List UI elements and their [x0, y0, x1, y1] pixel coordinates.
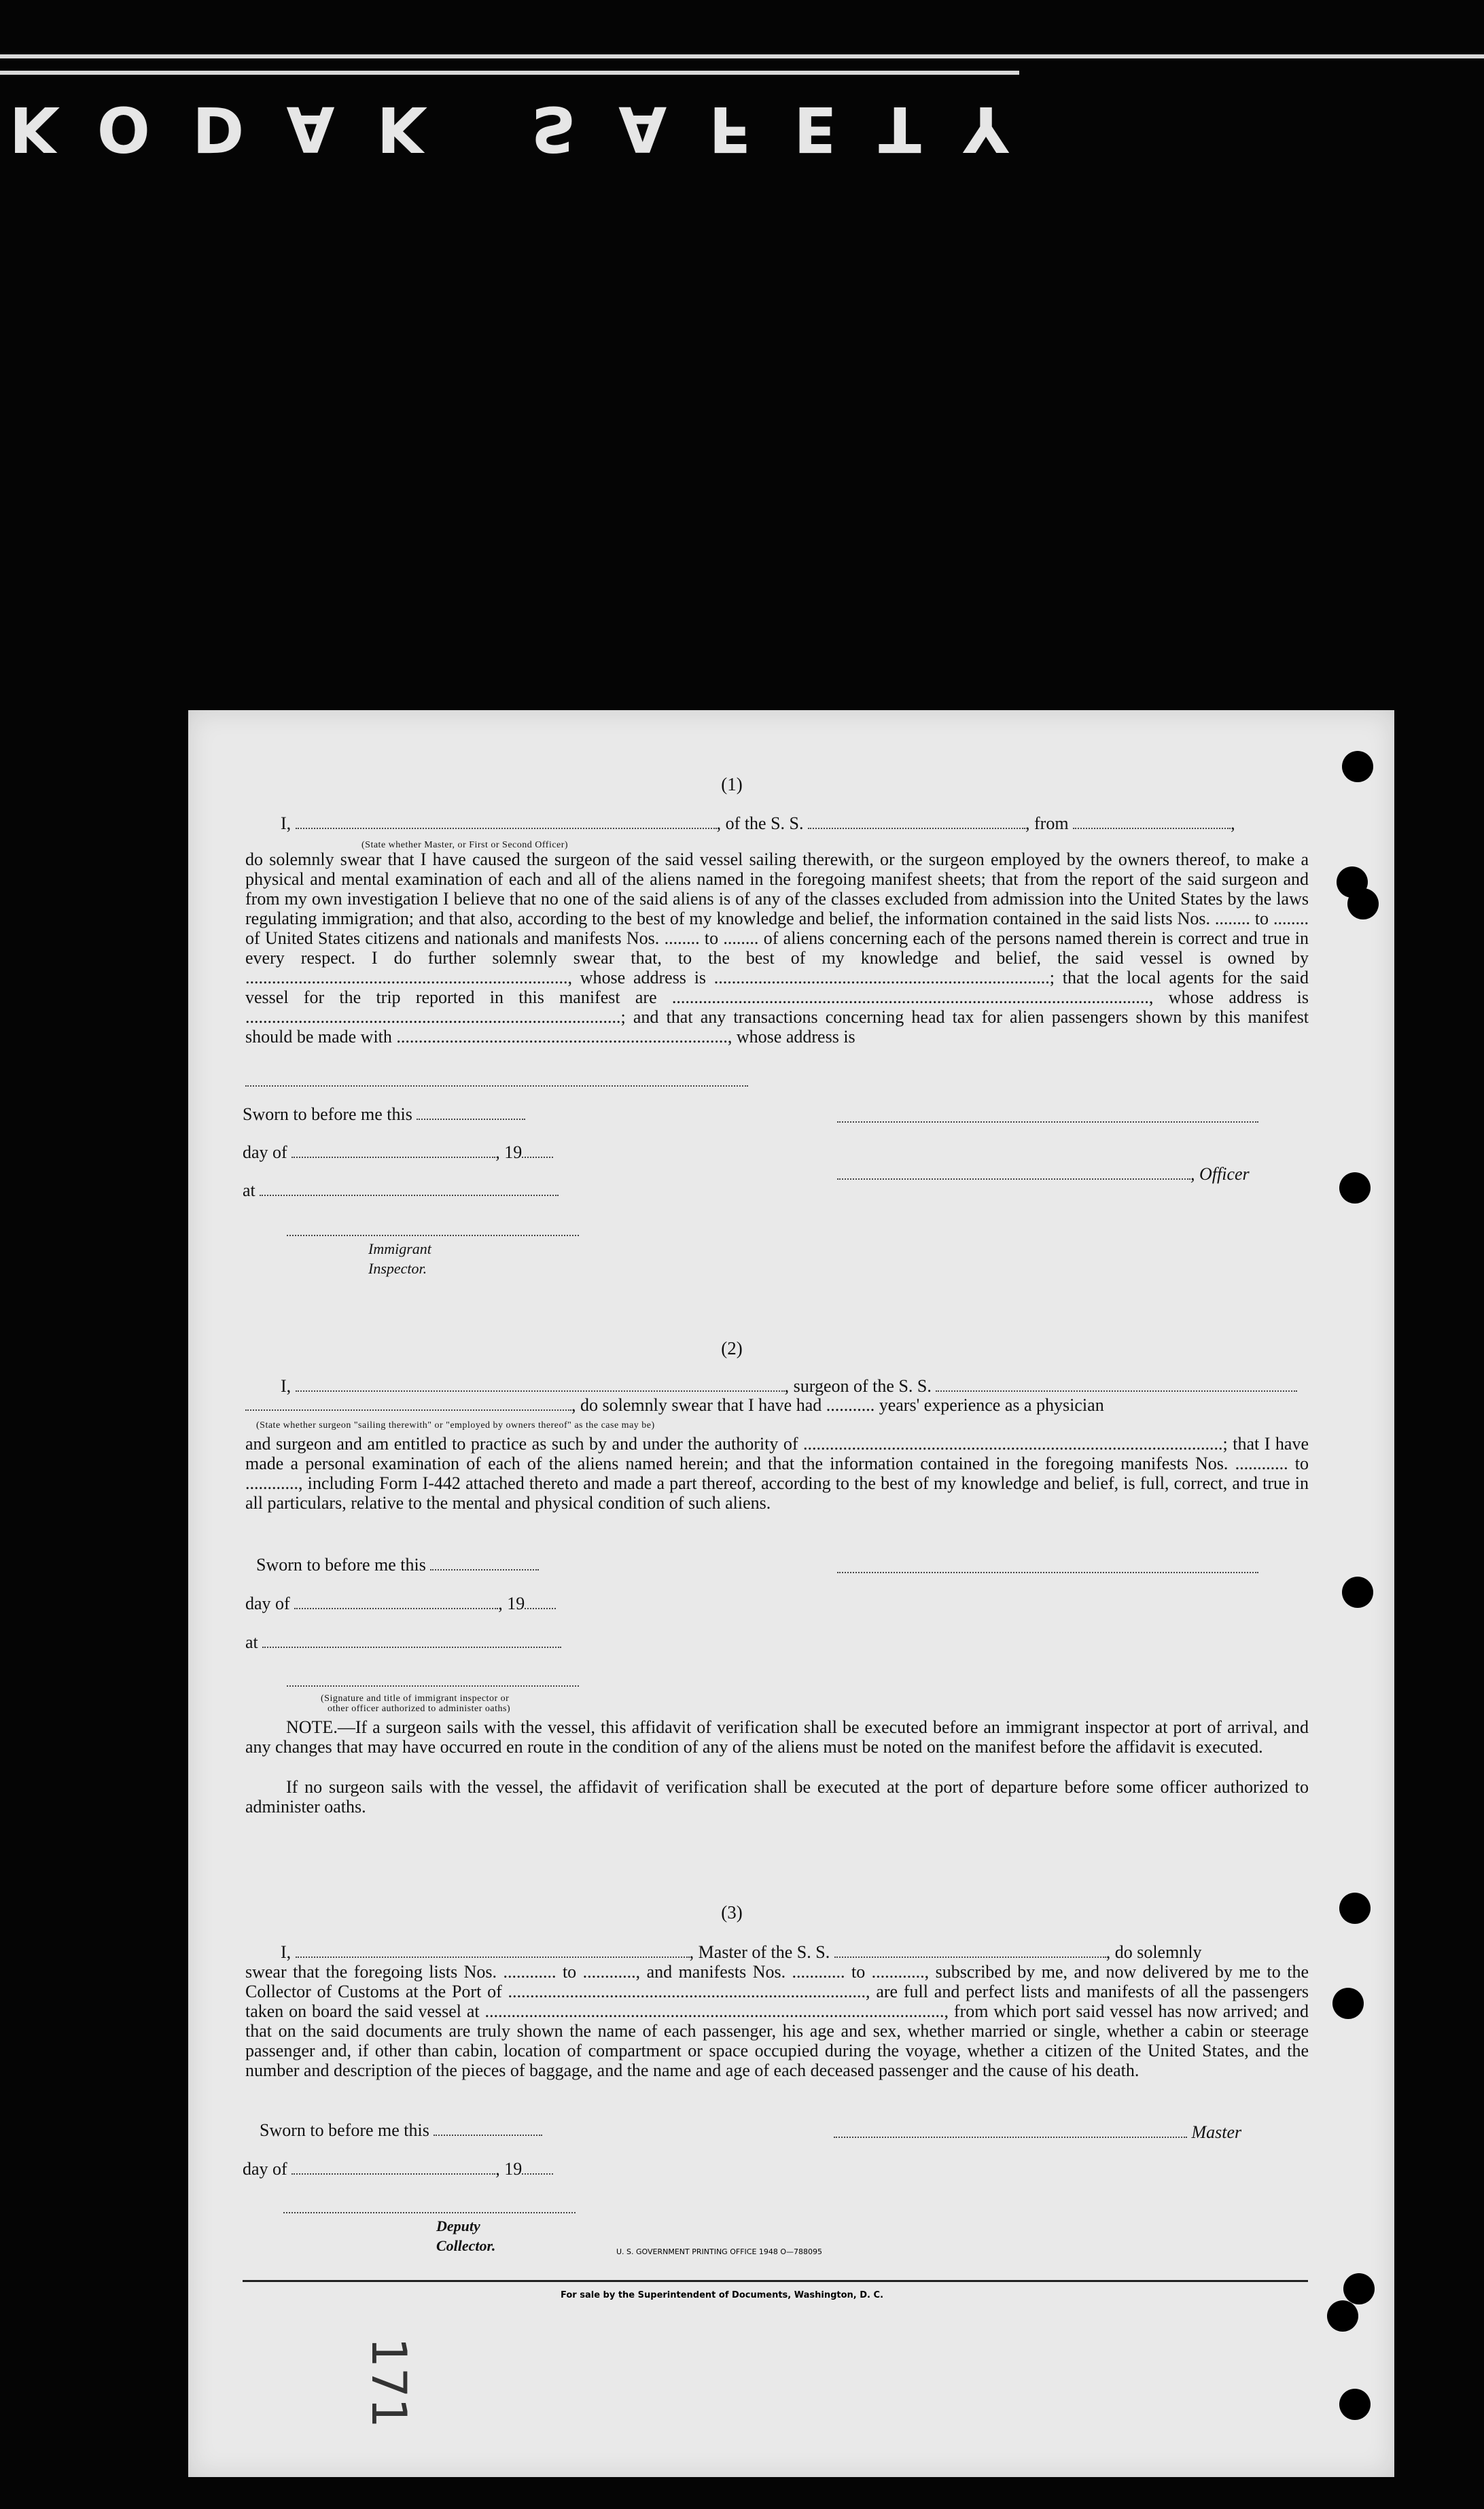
handwritten-margin-mark: 171: [360, 2337, 417, 2428]
at-place-field[interactable]: [262, 1633, 561, 1648]
gpo-imprint: U. S. GOVERNMENT PRINTING OFFICE 1948 O—788095: [616, 2247, 823, 2256]
administering-officer-signature-line[interactable]: [287, 1685, 579, 1687]
surgeon-note: NOTE.—If a surgeon sails with the vessel, this affidavit of verification shall be executed before an immigrant inspector at port of arrival, and any changes that may have occurred en route in the condition of any of the aliens must be noted on the manifest before the affidavit is executed.: [245, 1717, 1309, 1757]
film-brand-text: KODAK SAFETY: [9, 92, 1051, 166]
sworn-date-field[interactable]: [430, 1556, 539, 1571]
section-2-at-row: [245, 1632, 561, 1652]
form-sheet: [188, 710, 1394, 2477]
officer-signature-line-1[interactable]: [837, 1121, 1258, 1123]
punch-hole: [1343, 2273, 1375, 2304]
collector-signature-line[interactable]: [283, 2212, 576, 2213]
surgeon-signature-line[interactable]: [837, 1572, 1258, 1573]
year-label: , 19: [495, 2159, 523, 2179]
officer-name-field[interactable]: [296, 814, 717, 829]
footer-rule: [243, 2280, 1308, 2282]
inspector-signature-line[interactable]: [287, 1235, 579, 1236]
surgeon-name-field[interactable]: [296, 1377, 785, 1392]
sworn-label: Sworn to before me this: [260, 2120, 429, 2140]
officer-title-label: , Officer: [1190, 1164, 1250, 1184]
for-sale-notice: For sale by the Superintendent of Documents, Washington, D. C.: [561, 2290, 884, 2300]
at-label: at: [243, 1180, 255, 1200]
section-2-day-row: [245, 1594, 556, 1613]
experience-text: , do solemnly swear that I have had ........... years' experience as a physician: [571, 1395, 1104, 1415]
sworn-date-field[interactable]: [417, 1105, 525, 1120]
do-solemnly-label: , do solemnly: [1106, 1942, 1202, 1962]
year-label: , 19: [498, 1594, 525, 1613]
address-continuation-line: [245, 1085, 748, 1087]
officer-prefix: I,: [281, 813, 292, 833]
section-2-oath-text: and surgeon and am entitled to practice as such by and under the authority of ...............................................................................................; that I have made a personal examination of each of the aliens named herein; and that the information contained in the foregoing manifests Nos. ............ to ............, including Form I-442 attached thereto and made a part thereof, according to the best of my knowledge and belief, is full, correct, and true in all particulars, relative to the mental and physical condition of such aliens.: [245, 1434, 1309, 1513]
master-title-label: Master: [1191, 2122, 1242, 2142]
no-surgeon-note: If no surgeon sails with the vessel, the affidavit of verification shall be executed at the port of departure before some officer authorized to administer oaths.: [245, 1777, 1309, 1817]
day-of-label: day of: [243, 1142, 287, 1162]
signature-caption-2: other officer authorized to administer oaths): [328, 1704, 511, 1714]
punch-hole: [1339, 1893, 1371, 1924]
master-signature-field[interactable]: [834, 2123, 1187, 2138]
master-name-field[interactable]: [296, 1943, 690, 1958]
year-field[interactable]: [522, 1143, 553, 1158]
officer-signature-field[interactable]: [837, 1165, 1190, 1180]
day-field[interactable]: [292, 2160, 495, 2175]
section-1-number: (1): [721, 774, 743, 794]
surgeon-status-caption: (State whether surgeon "sailing therewith" or "employed by owners thereof" as the case may be): [256, 1420, 655, 1431]
section-3-sworn-row: [260, 2120, 542, 2140]
at-place-field[interactable]: [260, 1181, 559, 1196]
punch-hole: [1327, 2300, 1358, 2332]
section-1-sworn-row: [243, 1104, 525, 1124]
surgeon-of-ss-label: , surgeon of the S. S.: [784, 1376, 932, 1396]
section-2-number: (2): [721, 1338, 743, 1358]
section-1-at-row: [243, 1180, 559, 1200]
section-2-experience-line: [245, 1395, 1104, 1415]
section-3-master-line: [281, 1942, 1202, 1962]
punch-hole: [1339, 2389, 1371, 2420]
surgeon-status-field[interactable]: [245, 1396, 571, 1411]
sworn-label: Sworn to before me this: [256, 1555, 426, 1575]
officer-signature-row: [837, 1164, 1250, 1184]
day-field[interactable]: [294, 1594, 498, 1609]
punch-hole: [1339, 1172, 1371, 1204]
film-edge-line: [0, 54, 1484, 58]
punch-hole: [1342, 751, 1373, 782]
section-1-officer-line: I, , of the S. S. , from ,: [281, 813, 1235, 833]
master-prefix: I,: [281, 1942, 292, 1962]
section-2-surgeon-line: [281, 1376, 1297, 1396]
sworn-label: Sworn to before me this: [243, 1104, 412, 1124]
inspector-label: Immigrant Inspector.: [368, 1240, 431, 1277]
year-field[interactable]: [525, 1594, 556, 1609]
master-of-ss-label: , Master of the S. S.: [689, 1942, 830, 1962]
film-header-strip: [0, 41, 1484, 166]
day-field[interactable]: [292, 1143, 495, 1158]
punch-hole: [1347, 888, 1379, 919]
film-edge-line: [0, 71, 1019, 75]
section-3-day-row: [243, 2159, 553, 2179]
year-label: , 19: [495, 1142, 523, 1162]
sworn-date-field[interactable]: [434, 2121, 542, 2136]
of-ss-label: , of the S. S.: [716, 813, 804, 833]
master-signature-row: [834, 2122, 1241, 2142]
punch-hole: [1332, 1988, 1364, 2019]
vessel-name-field[interactable]: [808, 814, 1025, 829]
section-1-day-row: [243, 1142, 553, 1162]
master-vessel-field[interactable]: [834, 1943, 1106, 1958]
signature-caption-1: (Signature and title of immigrant inspector or: [321, 1694, 510, 1704]
section-2-sworn-row: [256, 1555, 539, 1575]
at-label: at: [245, 1632, 258, 1652]
section-3-number: (3): [721, 1902, 743, 1923]
from-port-field[interactable]: [1073, 814, 1231, 829]
day-of-label: day of: [243, 2159, 287, 2179]
punch-hole: [1342, 1577, 1373, 1608]
section-3-oath-text: swear that the foregoing lists Nos. ............ to ............, and manifests Nos. ............ to ............, subscribed by me, and now delivered by me to the Collector of Customs at the Port of ................................................................................., are full and perfect lists and manifests of all the passengers taken on board the said vessel at ........................................................................................................, from which port said vessel has now arrived; and that on the said documents are truly shown the name of each passenger, his age and sex, whether married or single, whether a cabin or steerage passenger and, if other than cabin, location of compartment or space occupied during the voyage, whether a citizen of the United States, and the number and description of the pieces of baggage, and the name and age of each deceased passenger and the cause of his death.: [245, 1962, 1309, 2080]
year-field[interactable]: [522, 2160, 553, 2175]
day-of-label: day of: [245, 1594, 290, 1613]
surgeon-vessel-field[interactable]: [936, 1377, 1297, 1392]
collector-label: Deputy Collector.: [436, 2217, 496, 2254]
section-1-oath-text: do solemnly swear that I have caused the surgeon of the said vessel sailing therewith, or the surgeon employed by the owners thereof, to make a physical and mental examination of each and all of the aliens named in the foregoing manifest sheets; that from the report of the said surgeon and from my own investigation I believe that no one of the said aliens is of any of the classes excluded from admission into the United States by the laws regulating immigration; and that also, according to the best of my knowledge and belief, the information contained in the said lists Nos. ........ to ........ of United States citizens and nationals and manifests Nos. ........ to ........ of aliens concerning each of the persons named therein is correct and true in every respect. I do further solemnly swear that, to the best of my knowledge and belief, the said vessel is owned by ........................................................................., whose address is ............................................................................; that the local agents for the said vessel for the trip reported in this manifest are ............................................................................................................, whose address is .....................................................................................; and that any transactions concerning head tax for alien passengers shown by this manifest should be made with ..........................................................................., whose address is: [245, 849, 1309, 1047]
surgeon-prefix: I,: [281, 1376, 292, 1396]
officer-rank-caption: (State whether Master, or First or Second Officer): [361, 840, 569, 850]
from-label: , from: [1025, 813, 1069, 833]
